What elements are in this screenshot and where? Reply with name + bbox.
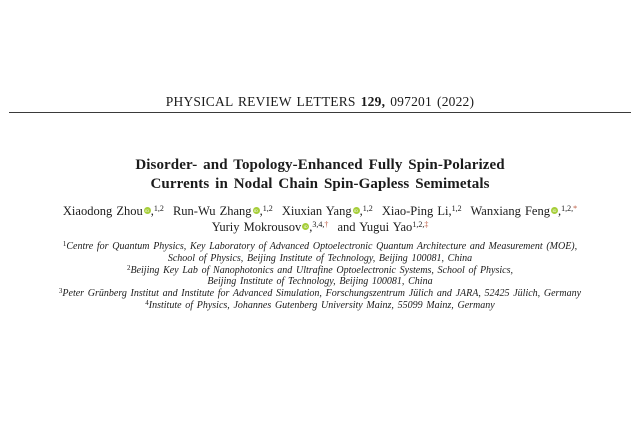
author-name: Run-Wu Zhang: [172, 204, 252, 218]
paper-title-line-1: Disorder- and Topology-Enhanced Fully Spin-Polarized: [135, 157, 505, 173]
paper-title: [0, 156, 640, 193]
author-name: Yugui Yao: [359, 220, 413, 234]
author-separator: ,: [557, 204, 562, 218]
author-name: Yuriy Mokrousov: [211, 220, 302, 234]
affiliation-line: 3Peter Grünberg Institut and Institute for Advanced Simulation, Forschungszentrum Jülich and JARA, 52425 Jülich, Germany: [58, 287, 582, 300]
affiliation-text: Peter Grünberg Institut and Institute for Advanced Simulation, Forschungszentrum Jülich and JARA, 52425 Jülich, Germany: [62, 288, 582, 300]
author: Wanxiang Feng iD ,1,2,*: [470, 203, 578, 218]
affiliation-line: 1Centre for Quantum Physics, Key Laboratory of Advanced Optoelectronic Quantum Architecture and Measurement (MOE),: [62, 240, 578, 252]
author-line-1: [0, 203, 640, 219]
author-separator: ,: [259, 204, 263, 218]
orcid-icon[interactable]: [144, 207, 151, 214]
affiliation-line: [0, 253, 640, 265]
journal-name: PHYSICAL REVIEW LETTERS: [165, 94, 361, 109]
author: Xiuxian Yang iD ,1,2: [281, 203, 373, 218]
orcid-glyph: iD: [552, 208, 557, 213]
affiliation-line: 2Beijing Key Lab of Nanophotonics and Ultrafine Optoelectronic Systems, School of Physics,: [126, 263, 513, 276]
author: and Yugui Yao1,2,‡: [337, 219, 429, 234]
affiliation-list: [0, 241, 640, 312]
orcid-icon[interactable]: [253, 207, 260, 214]
affiliation-text: Institute of Physics, Johannes Gutenberg University Mainz, 55099 Mainz, Germany: [148, 299, 495, 311]
author: Xiaodong Zhou iD ,1,2: [62, 203, 164, 218]
author-name: Xiuxian Yang: [281, 204, 352, 218]
orcid-glyph: iD: [254, 208, 258, 213]
orcid-glyph: iD: [145, 208, 150, 213]
author-line-2: [0, 219, 640, 235]
author-separator: ,: [448, 204, 452, 218]
affiliation-line: 4Institute of Physics, Johannes Gutenberg University Mainz, 55099 Mainz, Germany: [145, 298, 495, 311]
journal-volume: 129,: [360, 94, 391, 109]
author-list: [0, 203, 640, 235]
affiliation-text: School of Physics, Beijing Institute of Technology, Beijing 100081, China: [167, 252, 473, 264]
header-divider: [9, 112, 631, 113]
author-and-prefix: and: [337, 220, 360, 234]
journal-header: [0, 94, 640, 110]
author-name: Xiao-Ping Li: [381, 204, 449, 218]
author-name: Wanxiang Feng: [470, 204, 550, 218]
author: Yuriy Mokrousov iD ,3,4,†: [211, 219, 329, 234]
affiliation-text: Beijing Institute of Technology, Beijing 100081, China: [207, 276, 433, 288]
author: Xiao-Ping Li,1,2: [381, 203, 462, 218]
author-name: Xiaodong Zhou: [62, 204, 143, 218]
author-separator: ,: [309, 220, 313, 234]
orcid-glyph: iD: [303, 224, 308, 229]
affiliation-line: [0, 276, 640, 288]
author-separator: ,: [359, 204, 363, 218]
affiliation-text: Centre for Quantum Physics, Key Laboratory of Advanced Optoelectronic Quantum Architecture and Measurement (MOE),: [66, 241, 578, 252]
orcid-icon[interactable]: [551, 207, 558, 214]
orcid-glyph: iD: [354, 208, 358, 213]
affiliation-text: Beijing Key Lab of Nanophotonics and Ultrafine Optoelectronic Systems, School of Physics,: [130, 264, 513, 276]
orcid-icon[interactable]: [353, 207, 360, 214]
paper-title-line-2: Currents in Nodal Chain Spin-Gapless Semimetals: [150, 175, 490, 192]
author-separator: ,: [150, 204, 154, 218]
author: Run-Wu Zhang iD ,1,2: [172, 203, 273, 218]
journal-article-info: 097201 (2022): [390, 94, 475, 109]
